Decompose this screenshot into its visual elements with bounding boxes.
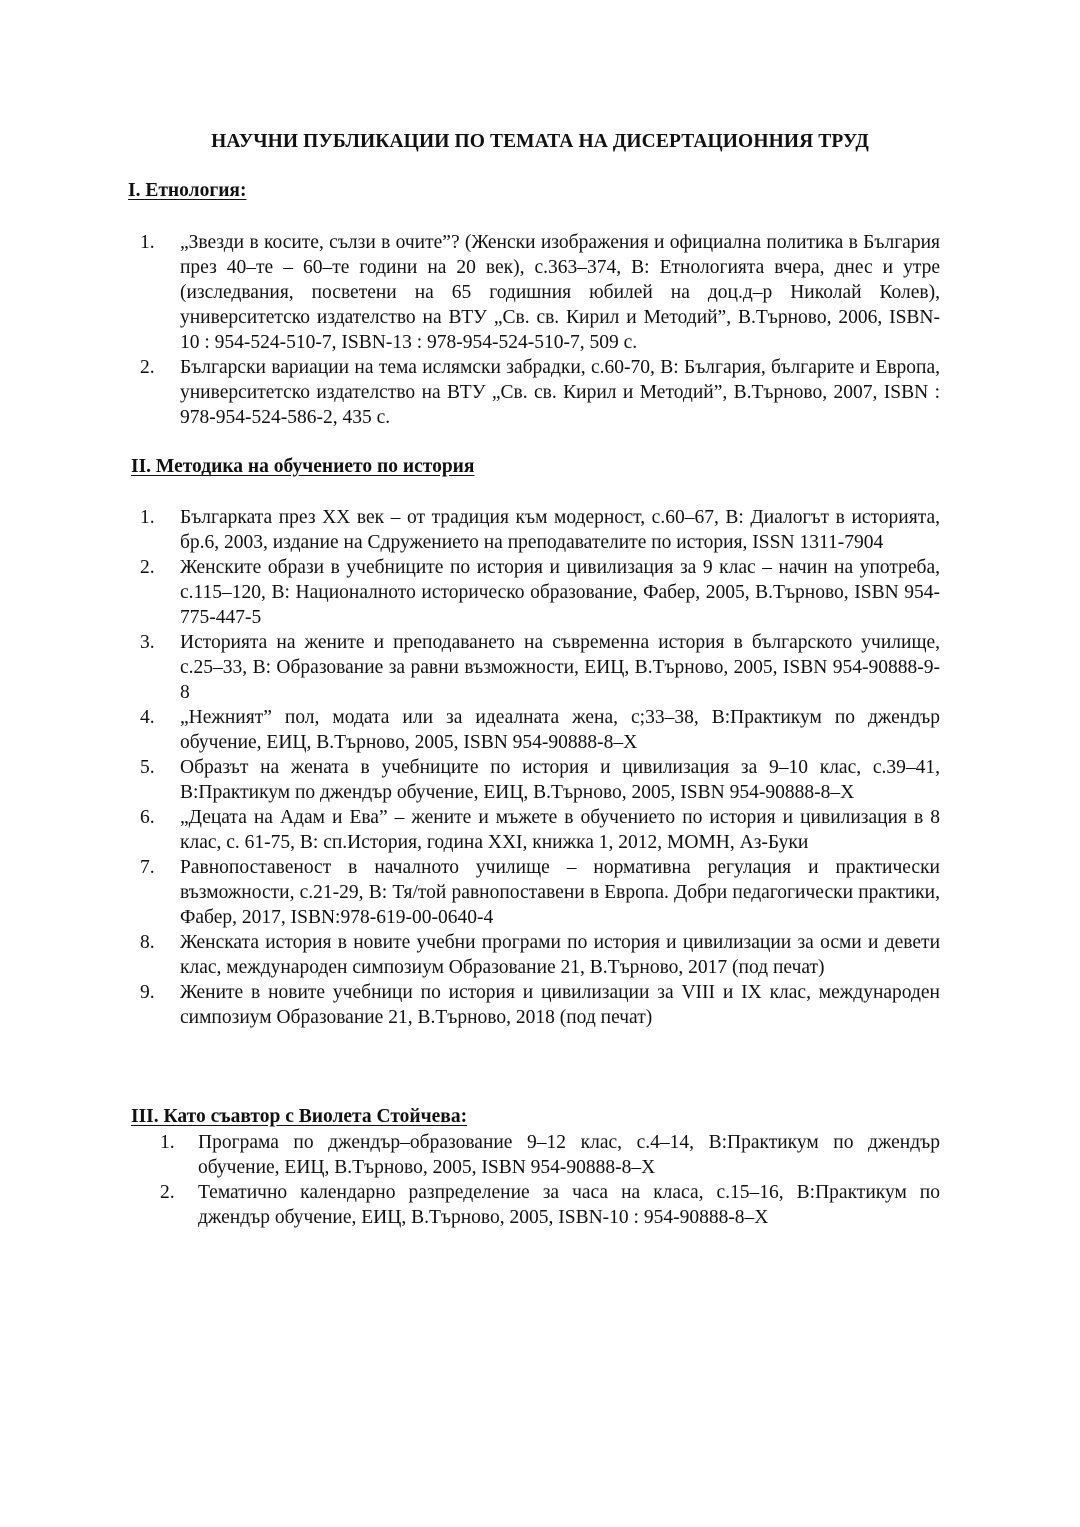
item-text: Програма по джендър–образование 9–12 клас, с.4–14, В:Практикум по джендър обучение, ЕИЦ, В.Търново, 2005, ISBN 954-90888-8–Х xyxy=(198,1132,940,1178)
item-text: Историята на жените и преподаването на съвременна история в българското училище, с.25–33, В: Образование за равни възможности, ЕИЦ, В.Търново, 2005, ISBN 954-90888-9-8 xyxy=(180,632,940,703)
section-heading-coauthor: III. Като съавтор с Виолета Стойчева: xyxy=(131,1106,468,1127)
list-item xyxy=(160,1180,940,1230)
item-number: 7. xyxy=(140,857,155,878)
item-number: 2. xyxy=(140,557,155,578)
item-text: Женската история в новите учебни програми по история и цивилизации за осми и девети клас, международен симпозиум Образование 21, В.Търново, 2017 (под печат) xyxy=(180,932,940,978)
publication-list-ethnology xyxy=(140,230,940,430)
item-number: 6. xyxy=(140,807,155,828)
item-number: 1. xyxy=(140,507,155,528)
section-heading-methodology: II. Методика на обучението по история xyxy=(131,456,475,477)
list-item xyxy=(140,980,940,1030)
item-text: „Звезди в косите, сълзи в очите”? (Женски изображения и официална политика в България през 40–те – 60–те години на 20 век), с.363–374, В: Етнологията вчера, днес и утре (изследвания, посветени на 65 годишния юбилей на доц.д–р Николай Колев), университетско издателство на ВТУ „Св. св. Кирил и Методий”, В.Търново, 2006, ISBN- 10 : 954-524-510-7, ISBN-13 : 978-954-524-510-7, 509 с. xyxy=(180,232,940,353)
section-heading-ethnology: I. Етнология: xyxy=(128,180,247,201)
item-text: Българката през XX век – от традиция към модерност, с.60–67, В: Диалогът в историята, бр.6, 2003, издание на Сдружението на преподавателите по история, ISSN 1311-7904 xyxy=(180,507,940,553)
item-text: „Децата на Адам и Ева” – жените и мъжете в обучението по история и цивилизация в 8 клас, с. 61-75, В: сп.История, година XXI, книжка 1, 2012, МОМН, Аз-Буки xyxy=(180,807,940,853)
list-item xyxy=(140,555,940,630)
list-item xyxy=(140,505,940,555)
item-text: Образът на жената в учебниците по история и цивилизация за 9–10 клас, с.39–41, В:Практикум по джендър обучение, ЕИЦ, В.Търново, 2005, ISBN 954-90888-8–Х xyxy=(180,757,940,803)
item-number: 4. xyxy=(140,707,155,728)
publication-list-coauthor xyxy=(160,1130,940,1230)
list-item xyxy=(140,630,940,705)
list-item xyxy=(140,930,940,980)
list-item xyxy=(140,755,940,805)
item-number: 1. xyxy=(140,232,155,253)
list-item xyxy=(140,705,940,755)
list-item xyxy=(140,355,940,430)
item-text: „Нежният” пол, модата или за идеалната жена, с;33–38, В:Практикум по джендър обучение, ЕИЦ, В.Търново, 2005, ISBN 954-90888-8–Х xyxy=(180,707,940,753)
item-number: 5. xyxy=(140,757,155,778)
item-text: Български вариации на тема ислямски забрадки, с.60-70, В: България, българите и Европа, университетско издателство на ВТУ „Св. св. Кирил и Методий”, В.Търново, 2007, ISBN : 978-954-524-586-2, 435 с. xyxy=(180,357,940,428)
list-item xyxy=(140,855,940,930)
list-item xyxy=(140,230,940,355)
publication-list-methodology xyxy=(140,505,940,1030)
item-text: Женските образи в учебниците по история и цивилизация за 9 клас – начин на употреба, с.115–120, В: Националното историческо образование, Фабер, 2005, В.Търново, ISBN 954-775-447-5 xyxy=(180,557,940,628)
item-text: Жените в новите учебници по история и цивилизации за VIII и IX клас, международен симпозиум Образование 21, В.Търново, 2018 (под печат) xyxy=(180,982,940,1028)
item-text: Тематично календарно разпределение за часа на класа, с.15–16, В:Практикум по джендър обучение, ЕИЦ, В.Търново, 2005, ISBN-10 : 954-90888-8–Х xyxy=(198,1182,940,1228)
page-title: НАУЧНИ ПУБЛИКАЦИИ ПО ТЕМАТА НА ДИСЕРТАЦИОННИЯ ТРУД xyxy=(211,131,869,152)
list-item xyxy=(160,1130,940,1180)
item-number: 3. xyxy=(140,632,155,653)
item-number: 8. xyxy=(140,932,155,953)
item-text: Равнопоставеност в началното училище – нормативна регулация и практически възможности, с.21-29, В: Тя/той равнопоставени в Европа. Добри педагогически практики, Фабер, 2017, ISBN:978-619-00-0640-4 xyxy=(180,857,940,928)
item-number: 2. xyxy=(160,1182,175,1203)
item-number: 1. xyxy=(160,1132,175,1153)
list-item xyxy=(140,805,940,855)
item-number: 9. xyxy=(140,982,155,1003)
item-number: 2. xyxy=(140,357,155,378)
